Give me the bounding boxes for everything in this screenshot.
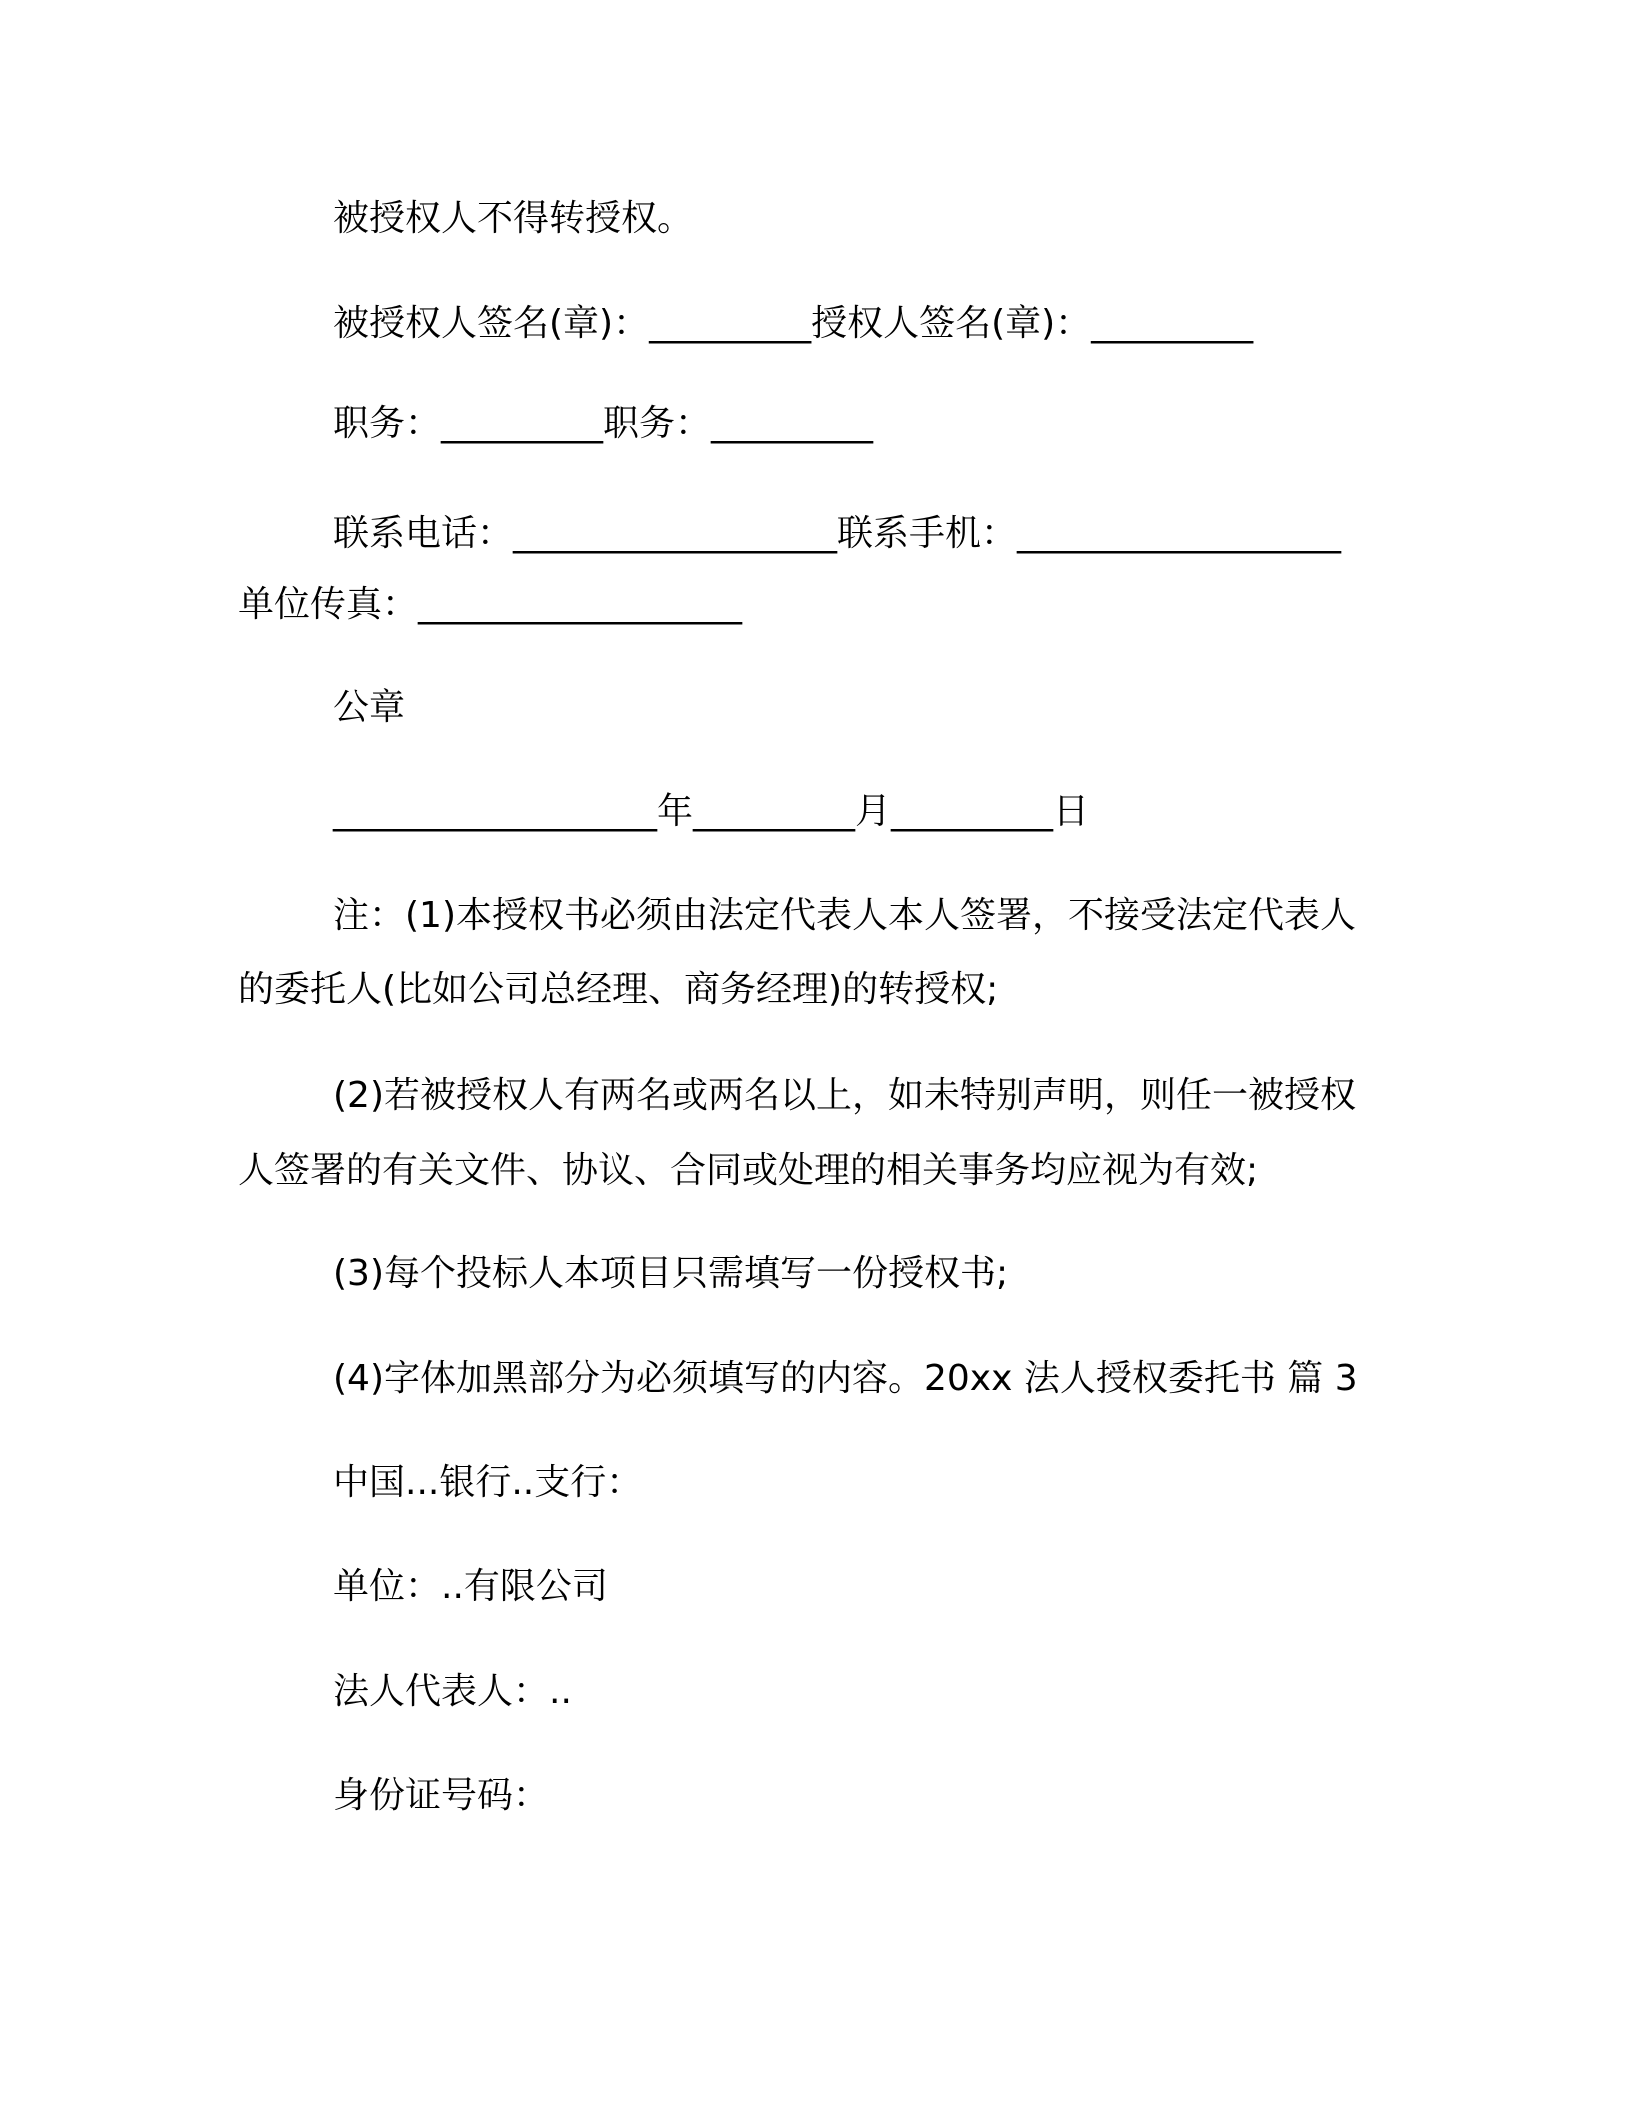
official-seal-label: 公章 — [333, 687, 406, 728]
fax-line: 单位传真：__________________ — [238, 584, 743, 625]
date-line: __________________年_________月_________日 — [333, 791, 1089, 832]
contact-phone-line: 联系电话：__________________联系手机：__________________ — [333, 513, 1342, 554]
note-3-line: (3)每个投标人本项目只需填写一份授权书; — [333, 1253, 1009, 1294]
note-2-line-2: 人签署的有关文件、协议、合同或处理的相关事务均应视为有效; — [238, 1150, 1259, 1191]
no-sub-authorization-line: 被授权人不得转授权。 — [333, 198, 694, 239]
company-line: 单位：..有限公司 — [333, 1566, 608, 1607]
note-1-line-1: 注：(1)本授权书必须由法定代表人本人签署，不接受法定代表人 — [333, 895, 1356, 936]
note-1-line-2: 的委托人(比如公司总经理、商务经理)的转授权; — [238, 969, 999, 1010]
note-4-line: (4)字体加黑部分为必须填写的内容。20xx 法人授权委托书 篇 3 — [333, 1358, 1358, 1399]
position-line: 职务：_________职务：_________ — [333, 403, 874, 444]
legal-representative-line: 法人代表人：.. — [333, 1671, 572, 1712]
id-number-line: 身份证号码： — [333, 1775, 550, 1816]
note-2-line-1: (2)若被授权人有两名或两名以上，如未特别声明，则任一被授权 — [333, 1075, 1356, 1116]
bank-branch-line: 中国...银行..支行： — [333, 1462, 643, 1503]
signature-line: 被授权人签名(章)：_________授权人签名(章)：_________ — [333, 303, 1254, 344]
